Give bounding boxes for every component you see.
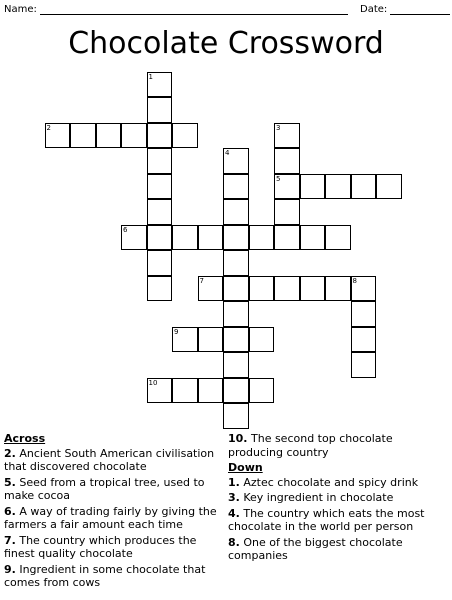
across-clues	[4, 432, 224, 592]
cell-number: 4	[225, 149, 230, 157]
grid-cell[interactable]	[274, 123, 300, 149]
page-title: Chocolate Crossword	[68, 26, 384, 61]
cell-number: 5	[276, 174, 281, 183]
grid-cell[interactable]	[249, 276, 275, 302]
grid-cell[interactable]	[172, 225, 198, 251]
grid-cell[interactable]	[121, 225, 147, 251]
grid-cell[interactable]	[45, 123, 71, 149]
clue-down-4: 4. The country which eats the most chocolate in the world per person	[228, 506, 425, 533]
grid-cell[interactable]	[70, 123, 96, 149]
grid-cell[interactable]	[274, 276, 300, 302]
grid-cell[interactable]	[249, 327, 275, 353]
grid-cell[interactable]	[223, 276, 249, 302]
grid-cell[interactable]	[223, 352, 249, 378]
grid-cell[interactable]	[351, 301, 377, 327]
grid-cell[interactable]	[147, 174, 173, 200]
grid-cell[interactable]	[147, 225, 173, 251]
grid-cell[interactable]	[223, 327, 249, 353]
grid-cell[interactable]	[274, 174, 300, 200]
across-heading: Across	[4, 432, 46, 445]
cell-number: 6	[123, 225, 128, 234]
grid-cell[interactable]	[300, 225, 326, 251]
grid-cell[interactable]	[274, 148, 300, 174]
grid-cell[interactable]	[351, 327, 377, 353]
grid-cell[interactable]	[198, 378, 224, 404]
grid-cell[interactable]	[223, 225, 249, 251]
grid-cell[interactable]	[223, 174, 249, 200]
grid-cell[interactable]	[325, 225, 351, 251]
grid-cell[interactable]	[147, 97, 173, 123]
grid-cell[interactable]	[147, 199, 173, 225]
grid-cell[interactable]	[300, 174, 326, 200]
date-label: Date:	[360, 4, 388, 15]
clue-across-6: 6. A way of trading fairly by giving the farmers a fair amount each time	[4, 504, 217, 531]
grid-cell[interactable]	[325, 174, 351, 200]
grid-cell[interactable]	[223, 301, 249, 327]
grid-cell[interactable]	[172, 378, 198, 404]
clue-across-5: 5. Seed from a tropical tree, used to make cocoa	[4, 475, 205, 502]
grid-cell[interactable]	[249, 225, 275, 251]
grid-cell[interactable]	[147, 276, 173, 302]
grid-cell[interactable]	[147, 123, 173, 149]
grid-cell[interactable]	[223, 148, 249, 174]
grid-cell[interactable]	[376, 174, 402, 200]
clue-across-7: 7. The country which produces the finest quality chocolate	[4, 533, 197, 560]
cell-number: 3	[276, 123, 281, 132]
clue-across-2: 2. Ancient South American civilisation that discovered chocolate	[4, 446, 215, 473]
grid-cell[interactable]	[147, 72, 173, 98]
clue-across-9: 9. Ingredient in some chocolate that comes from cows	[4, 562, 206, 589]
grid-cell[interactable]	[223, 378, 249, 404]
grid-cell[interactable]	[198, 225, 224, 251]
grid-cell[interactable]	[223, 403, 249, 429]
cell-number: 1	[148, 72, 153, 81]
grid-cell[interactable]	[351, 174, 377, 200]
grid-cell[interactable]	[351, 352, 377, 378]
down-clues	[228, 432, 443, 565]
grid-cell[interactable]	[198, 276, 224, 302]
grid-cell[interactable]	[172, 123, 198, 149]
clue-down-8: 8. One of the biggest chocolate companies	[228, 535, 403, 562]
grid-cell[interactable]	[274, 199, 300, 225]
grid-cell[interactable]	[172, 327, 198, 353]
cell-number: 9	[174, 327, 179, 336]
cell-number: 2	[46, 123, 51, 132]
grid-cell[interactable]	[198, 327, 224, 353]
grid-cell[interactable]	[121, 123, 147, 149]
name-label: Name:	[4, 4, 37, 15]
grid-cell[interactable]	[351, 276, 377, 302]
grid-cell[interactable]	[147, 148, 173, 174]
down-heading: Down	[228, 461, 263, 474]
grid-cell[interactable]	[274, 225, 300, 251]
grid-cell[interactable]	[223, 199, 249, 225]
grid-cell[interactable]	[147, 250, 173, 276]
grid-cell[interactable]	[96, 123, 122, 149]
cell-number: 7	[199, 276, 204, 285]
grid-cell[interactable]	[325, 276, 351, 302]
grid-cell[interactable]	[223, 250, 249, 276]
clue-down-3: 3. Key ingredient in chocolate	[228, 491, 394, 504]
cell-number: 10	[148, 378, 158, 387]
clue-down-1: 1. Aztec chocolate and spicy drink	[228, 475, 419, 489]
grid-cell[interactable]	[147, 378, 173, 404]
grid-cell[interactable]	[300, 276, 326, 302]
clue-across-10: 10. The second top chocolate producing country	[228, 432, 393, 459]
grid-cell[interactable]	[249, 378, 275, 404]
cell-number: 8	[352, 276, 357, 285]
